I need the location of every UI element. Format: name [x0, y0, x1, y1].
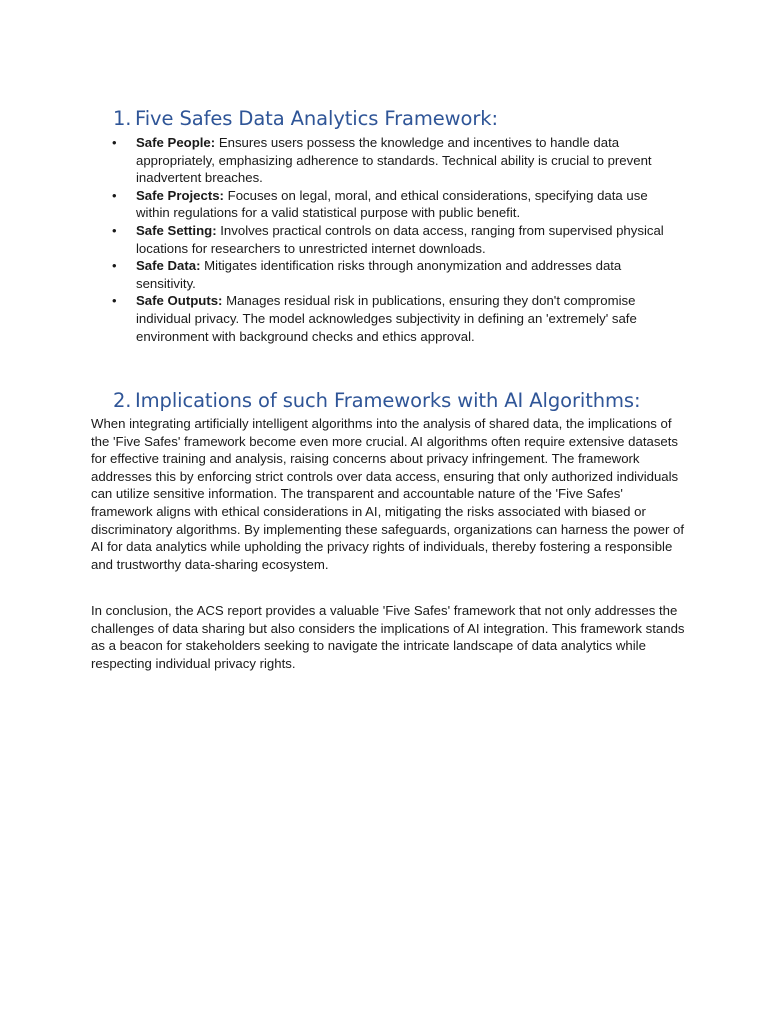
item-text: Ensures users possess the knowledge and incentives to handle data appropriately, emphasizing adherence to standards. Technical ability is crucial to prevent inadvertent breaches. — [136, 135, 652, 186]
section-1-title: Five Safes Data Analytics Framework: — [135, 107, 498, 130]
section-2-title: Implications of such Frameworks with AI Algorithms: — [135, 389, 641, 412]
item-text: Manages residual risk in publications, ensuring they don't compromise individual privacy. The model acknowledges subjectivity in defining an 'extremely' safe environment with background checks and ethics approval. — [136, 293, 637, 344]
list-item-safe-people — [0, 134, 768, 187]
conclusion-paragraph: In conclusion, the ACS report provides a valuable 'Five Safes' framework that not only addresses the challenges of data sharing but also considers the implications of AI integration. This framework stands as a beacon for stakeholders seeking to navigate the intricate landscape of data analytics while respecting individual privacy rights. — [91, 603, 685, 671]
bullet-icon: • — [112, 135, 117, 150]
section-1-heading — [113, 107, 498, 130]
bullet-icon: • — [112, 258, 117, 274]
bullet-icon: • — [112, 293, 117, 309]
item-text: Involves practical controls on data access, ranging from supervised physical locations for researchers to unrestricted internet downloads. — [136, 222, 664, 256]
list-item-safe-data — [0, 257, 768, 292]
section-1-number: 1. — [113, 107, 132, 130]
ai-implications-paragraph: When integrating artificially intelligent algorithms into the analysis of shared data, the implications of the 'Five Safes' framework become even more crucial. AI algorithms often require extensive datasets for effective training and analysis, raising concerns about privacy infringement. The framework addresses this by enforcing strict controls over data access, ensuring that only authorized individuals can utilize sensitive information. The transparent and accountable nature of the 'Five Safes' framework aligns with ethical considerations in AI, mitigating the risks associated with biased or discriminatory algorithms. By implementing these safeguards, organizations can harness the power of AI for data analytics while upholding the privacy rights of individuals, thereby fostering a responsible and trustworthy data-sharing ecosystem. — [91, 416, 684, 572]
item-label: Safe Setting: — [136, 222, 217, 238]
list-item-safe-projects — [0, 187, 768, 222]
item-label: Safe Data: — [136, 258, 201, 274]
item-text: Mitigates identification risks through anonymization and addresses data sensitivity. — [136, 258, 622, 291]
item-text: Focuses on legal, moral, and ethical considerations, specifying data use within regulations for a valid statistical purpose with public benefit. — [136, 187, 648, 221]
item-label: Safe People: — [136, 135, 216, 150]
bullet-icon: • — [112, 187, 117, 203]
item-label: Safe Projects: — [136, 187, 224, 203]
five-safes-list — [0, 134, 768, 345]
list-item-safe-setting — [0, 222, 768, 257]
section-2-number: 2. — [113, 389, 132, 412]
item-label: Safe Outputs: — [136, 293, 223, 309]
section-2-heading — [113, 389, 640, 412]
list-item-safe-outputs — [0, 292, 768, 345]
bullet-icon: • — [112, 222, 117, 238]
